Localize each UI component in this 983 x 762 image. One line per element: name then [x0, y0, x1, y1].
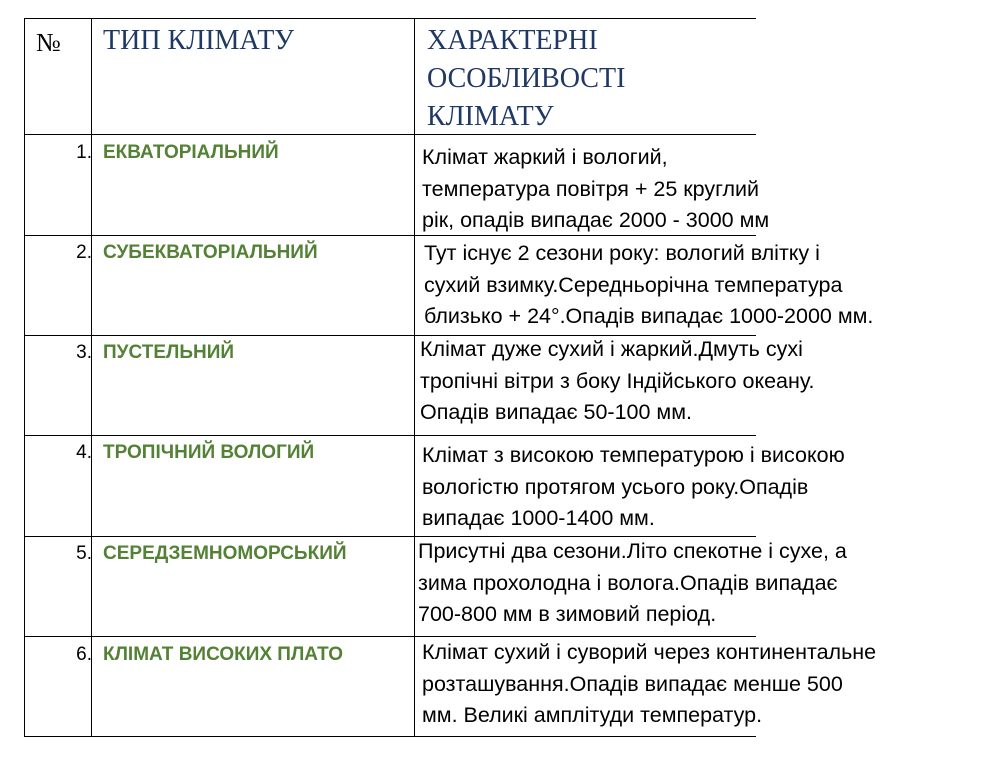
description-line: Клімат дуже сухий і жаркий.Дмуть сухі — [420, 337, 803, 361]
row-number: 3. — [76, 342, 92, 363]
table-border-top — [24, 18, 756, 19]
climate-description — [418, 536, 847, 631]
description-line: Клімат з високою температурою і високою — [422, 443, 845, 467]
column-divider-2 — [414, 18, 415, 737]
climate-type: СУБЕКВАТОРІАЛЬНИЙ — [103, 242, 318, 263]
description-line: Опадів випадає 50-100 мм. — [420, 400, 692, 424]
column-divider-1 — [91, 18, 92, 737]
header-type: ТИП КЛІМАТУ — [103, 25, 295, 56]
climate-type: СЕРЕДЗЕМНОМОРСЬКИЙ — [103, 543, 347, 564]
description-line: випадає 1000-1400 мм. — [422, 506, 655, 530]
description-line: Присутні два сезони.Літо спекотне і сухе, а — [418, 539, 847, 563]
table-border-left — [24, 18, 25, 737]
climate-type: ЕКВАТОРІАЛЬНИЙ — [103, 142, 279, 163]
climate-description — [420, 334, 814, 429]
header-features — [427, 22, 625, 136]
description-line: Тут існує 2 сезони року: вологий влітку і — [424, 241, 820, 265]
description-line: близько + 24°.Опадів випадає 1000-2000 мм. — [424, 304, 874, 328]
climate-type: ТРОПІЧНИЙ ВОЛОГИЙ — [103, 442, 315, 463]
table-divider-1 — [24, 134, 756, 135]
description-line: 700-800 мм в зимовий період. — [418, 602, 717, 626]
description-line: рік, опадів випадає 2000 - 3000 мм — [422, 208, 770, 232]
row-number: 2. — [76, 242, 92, 263]
climate-description — [424, 238, 873, 333]
table-divider-4 — [24, 435, 756, 436]
header-features-line: ХАРАКТЕРНІ — [427, 25, 598, 56]
row-number: 6. — [76, 644, 92, 665]
climate-type: КЛІМАТ ВИСОКИХ ПЛАТО — [103, 644, 343, 665]
row-number: 1. — [76, 142, 92, 163]
header-features-line: КЛІМАТУ — [427, 101, 554, 132]
header-features-line: ОСОБЛИВОСТІ — [427, 63, 626, 94]
table-border-bottom — [24, 736, 756, 737]
climate-type: ПУСТЕЛЬНИЙ — [103, 342, 235, 363]
description-line: сухий взимку.Середньорічна температура — [424, 272, 843, 297]
climate-description — [422, 637, 876, 732]
description-line: вологістю протягом усього року.Опадів — [422, 474, 809, 499]
description-line: зима прохолодна і волога.Опадів випадає — [418, 570, 838, 595]
header-number: № — [36, 28, 61, 57]
row-number: 4. — [76, 442, 92, 463]
climate-description — [422, 142, 769, 237]
description-line: Клімат жаркий і вологий, — [422, 145, 668, 169]
description-line: температура повітря + 25 круглий — [422, 176, 760, 201]
description-line: мм. Великі амплітуди температур. — [422, 703, 763, 727]
description-line: розташування.Опадів випадає менше 500 — [422, 671, 843, 696]
row-number: 5. — [76, 543, 92, 564]
description-line: тропічні вітри з боку Індійського океану. — [420, 368, 815, 393]
description-line: Клімат сухий і суворий через континентальне — [422, 640, 877, 664]
climate-description — [422, 440, 845, 535]
